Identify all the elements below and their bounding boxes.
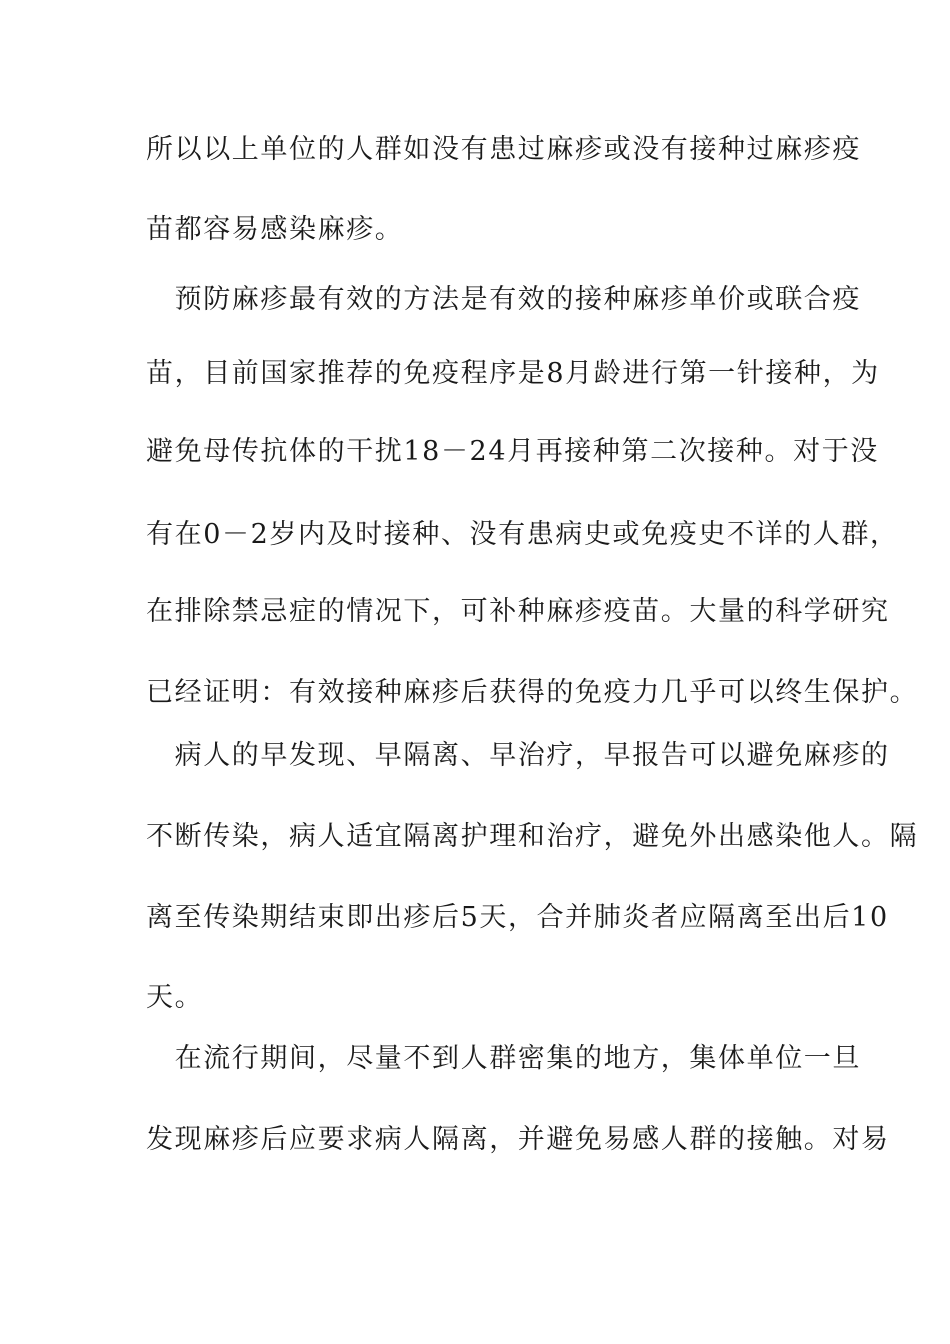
text-line: 预防麻疹最有效的方法是有效的接种麻疹单价或联合疫 [146, 284, 861, 315]
text-line: 避免母传抗体的干扰18－24月再接种第二次接种。对于没 [146, 436, 879, 467]
text-line: 有在0－2岁内及时接种、没有患病史或免疫史不详的人群， [146, 519, 899, 550]
text-line: 在流行期间，尽量不到人群密集的地方，集体单位一旦 [146, 1043, 861, 1074]
text-line: 已经证明：有效接种麻疹后获得的免疫力几乎可以终生保护。 [146, 677, 919, 708]
text-line: 所以以上单位的人群如没有患过麻疹或没有接种过麻疹疫 [146, 134, 861, 165]
text-line: 病人的早发现、早隔离、早治疗，早报告可以避免麻疹的 [146, 740, 890, 771]
text-line: 离至传染期结束即出疹后5天，合并肺炎者应隔离至出后10 [146, 902, 889, 933]
text-line: 发现麻疹后应要求病人隔离，并避免易感人群的接触。对易 [146, 1124, 890, 1155]
text-line: 不断传染，病人适宜隔离护理和治疗，避免外出感染他人。隔 [146, 821, 919, 852]
text-line: 在排除禁忌症的情况下，可补种麻疹疫苗。大量的科学研究 [146, 596, 890, 627]
text-line: 天。 [146, 982, 204, 1013]
text-line: 苗都容易感染麻疹。 [146, 214, 404, 245]
text-line: 苗，目前国家推荐的免疫程序是8月龄进行第一针接种，为 [146, 358, 880, 389]
